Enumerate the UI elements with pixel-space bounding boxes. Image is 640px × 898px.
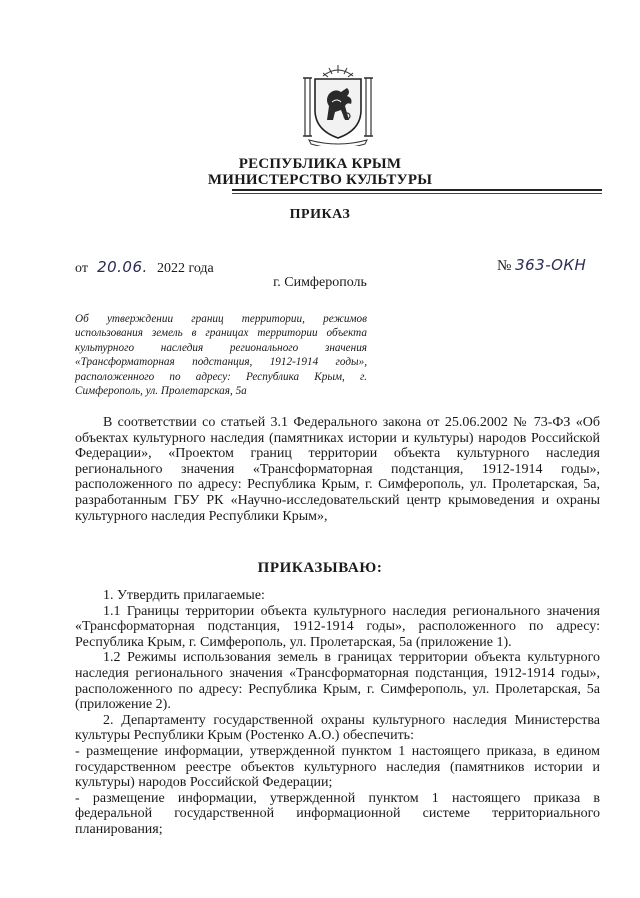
item-1-2: 1.2 Режимы использования земель в границах территории объекта культурного наследия регионального значения «Трансформаторная подстанция, 1912-1914 годы», расположенного по адресу: Республика Крым, г. Симферополь, ул. Пролетарская, 5а (приложение 2). bbox=[75, 650, 600, 713]
ministry-heading: МИНИСТЕРСТВО КУЛЬТУРЫ bbox=[207, 172, 433, 188]
item-2-bullet-2: - размещение информации, утвержденной пунктом 1 настоящего приказа в федеральной государственной информационной системе территориального планирования; bbox=[75, 790, 600, 837]
header-divider-thin bbox=[232, 193, 602, 194]
city: г. Симферополь bbox=[273, 275, 367, 290]
date-suffix: 2022 года bbox=[156, 261, 214, 276]
handwritten-date: 20.06. bbox=[97, 258, 148, 276]
order-number bbox=[497, 256, 586, 275]
date-prefix: от bbox=[75, 261, 88, 276]
order-title: Об утверждении границ территории, режимов использования земель в границах территории объекта культурного наследия регионального значения «Трансформаторная подстанция, 1912-1914 годы», расположенного по адресу: Республика Крым, г. Симферополь, ул. Пролетарская, 5а bbox=[75, 313, 367, 398]
item-1-1: 1.1 Границы территории объекта культурного наследия регионального значения «Трансформаторная подстанция, 1912-1914 годы», расположенного по адресу: Республика Крым, г. Симферополь, ул. Пролетарская, 5а (приложение 1). bbox=[75, 603, 600, 650]
item-2-bullet-1: - размещение информации, утвержденной пунктом 1 настоящего приказа, в едином государственном реестре объектов культурного наследия (памятников истории и культуры) народов Российской Федерации; bbox=[75, 743, 600, 791]
number-prefix: № bbox=[497, 258, 512, 274]
order-items bbox=[75, 588, 600, 838]
preamble: В соответствии со статьей 3.1 Федерального закона от 25.06.2002 № 73-ФЗ «Об объектах культурного наследия (памятниках истории и культуры) народов Российской Федерации», «Проектом границ территории объекта культурного наследия регионального значения «Трансформаторная подстанция, 1912-1914 годы», расположенного по адресу: Республика Крым, г. Симферополь, ул. Пролетарская, 5а, разработанным ГБУ РК «Научно-исследовательский центр крымоведения и охраны культурного наследия Республики Крым», bbox=[75, 415, 600, 524]
header-divider bbox=[232, 189, 602, 191]
order-word: ПРИКАЗЫВАЮ: bbox=[257, 560, 383, 576]
item-2: 2. Департаменту государственной охраны культурного наследия Министерства культуры Республики Крым (Ростенко А.О.) обеспечить: bbox=[75, 712, 600, 744]
document-type: ПРИКАЗ bbox=[289, 207, 351, 222]
crimea-coat-of-arms-icon bbox=[301, 62, 375, 146]
handwritten-number: 363-ОКН bbox=[515, 256, 587, 274]
republic-heading: РЕСПУБЛИКА КРЫМ bbox=[238, 156, 402, 172]
item-1: 1. Утвердить прилагаемые: bbox=[103, 588, 265, 603]
